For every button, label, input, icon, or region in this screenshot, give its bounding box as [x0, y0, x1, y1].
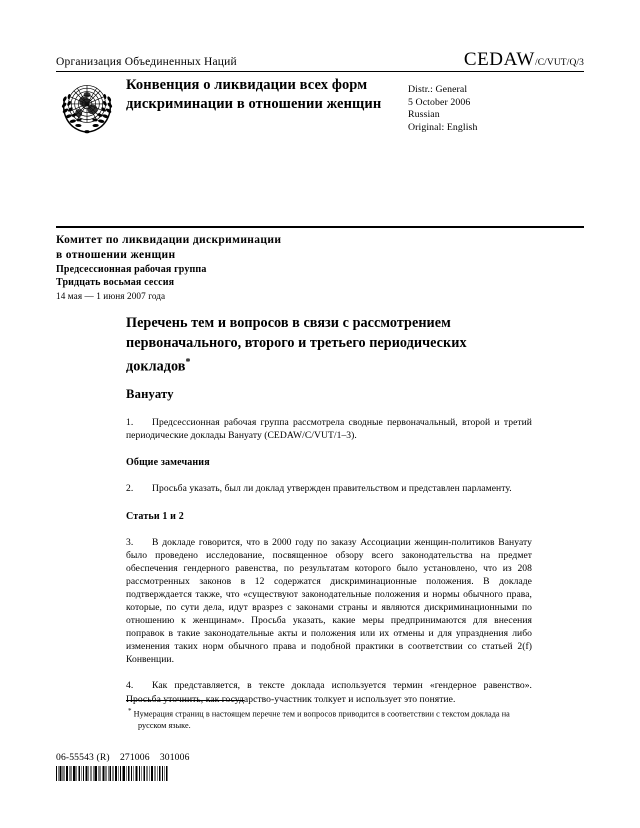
session-dates: 14 мая — 1 июня 2007 года [56, 291, 166, 302]
document-symbol [464, 50, 584, 69]
document-symbol-suffix: /C/VUT/Q/3 [534, 58, 584, 68]
organization-name: Организация Объединенных Наций [56, 56, 237, 68]
paragraph-1-text: Предсессионная рабочая группа рассмотрела сводные первоначальный, второй и третий периодические доклады Вануату (CEDAW/C/VUT/1–3). [126, 417, 532, 442]
paragraph-4-number: 4. [126, 680, 134, 692]
distribution-block [408, 84, 584, 134]
masthead [56, 50, 584, 72]
country-name: Вануату [126, 387, 174, 402]
committee-name-line2: в отношении женщин [56, 249, 176, 261]
header-band [56, 76, 584, 136]
paragraph-2 [126, 482, 532, 495]
footnote-block [126, 700, 532, 732]
committee-name-line1: Комитет по ликвидации дискриминации [56, 234, 282, 246]
document-body [126, 314, 532, 706]
page-title [126, 314, 532, 377]
footnote [126, 706, 532, 732]
page-footer [56, 752, 456, 781]
paragraph-2-text: Просьба указать, был ли доклад утвержден правительством и представлен парламенту. [152, 483, 512, 495]
paragraph-3 [126, 536, 532, 667]
heading-articles-1-2: Статьи 1 и 2 [126, 510, 184, 522]
distr-line: Distr.: General [408, 84, 468, 95]
masthead-row [56, 50, 584, 71]
section-divider [56, 226, 584, 228]
convention-title: Конвенция о ликвидации всех форм дискриминации в отношении женщин [126, 77, 382, 112]
footnote-marker: * [128, 707, 132, 715]
working-group-label: Предсессионная рабочая группа [56, 264, 207, 275]
document-symbol-main: CEDAW [463, 49, 535, 70]
distr-language: Russian [408, 109, 440, 121]
heading-general-remarks: Общие замечания [126, 457, 210, 469]
page-title-text: Перечень тем и вопросов в связи с рассмотрением первоначального, второго и третьего периодических докладов [126, 315, 467, 375]
paragraph-3-number: 3. [126, 536, 134, 548]
distr-original: Original: English [408, 121, 478, 133]
barcode-icon [56, 766, 168, 781]
document-number: 06-55543 (R) 271006 301006 [56, 752, 190, 763]
distr-date: 5 October 2006 [408, 96, 471, 108]
un-emblem-icon [56, 78, 118, 136]
title-footnote-marker: * [185, 357, 191, 368]
paragraph-1 [126, 416, 532, 442]
paragraph-2-number: 2. [126, 483, 134, 495]
footnote-text: Нумерация страниц в настоящем перечне тем и вопросов приводится в соответствии с текстом доклада на русском языке. [133, 709, 510, 731]
committee-block [56, 233, 476, 303]
footnote-divider [126, 700, 244, 701]
paragraph-3-text: В докладе говорится, что в 2000 году по заказу Ассоциации женщин-политиков Вануату было проведено исследование, посвященное обзору всего законодательства на предмет обеспечения гендерного равенства, по результатам которого было установлено, что из 208 рассмотренных законов в 12 содержатся дискриминационные положения. В докладе подтверждается также, что «существуют законодательные положения и нормы обычного права, которые, по сути дела, идут вразрез с законами страны и являются дискриминационными по отношению к женщинам». Просьба указать, какие меры предпринимаются для внесения поправок в такие законодательные акты и положения или их отмены и для упразднения либо изменения таких норм обычного права и подобной практики в соответствии со статьей 2(f) Конвенции. [126, 536, 532, 666]
masthead-divider [56, 71, 584, 72]
paragraph-4-text: Как представляется, в тексте доклада используется термин «гендерное равенство». Просьба уточнить, как государство-участник толкует и использует это понятие. [126, 680, 532, 705]
session-label: Тридцать восьмая сессия [56, 277, 175, 289]
paragraph-1-number: 1. [126, 417, 134, 429]
